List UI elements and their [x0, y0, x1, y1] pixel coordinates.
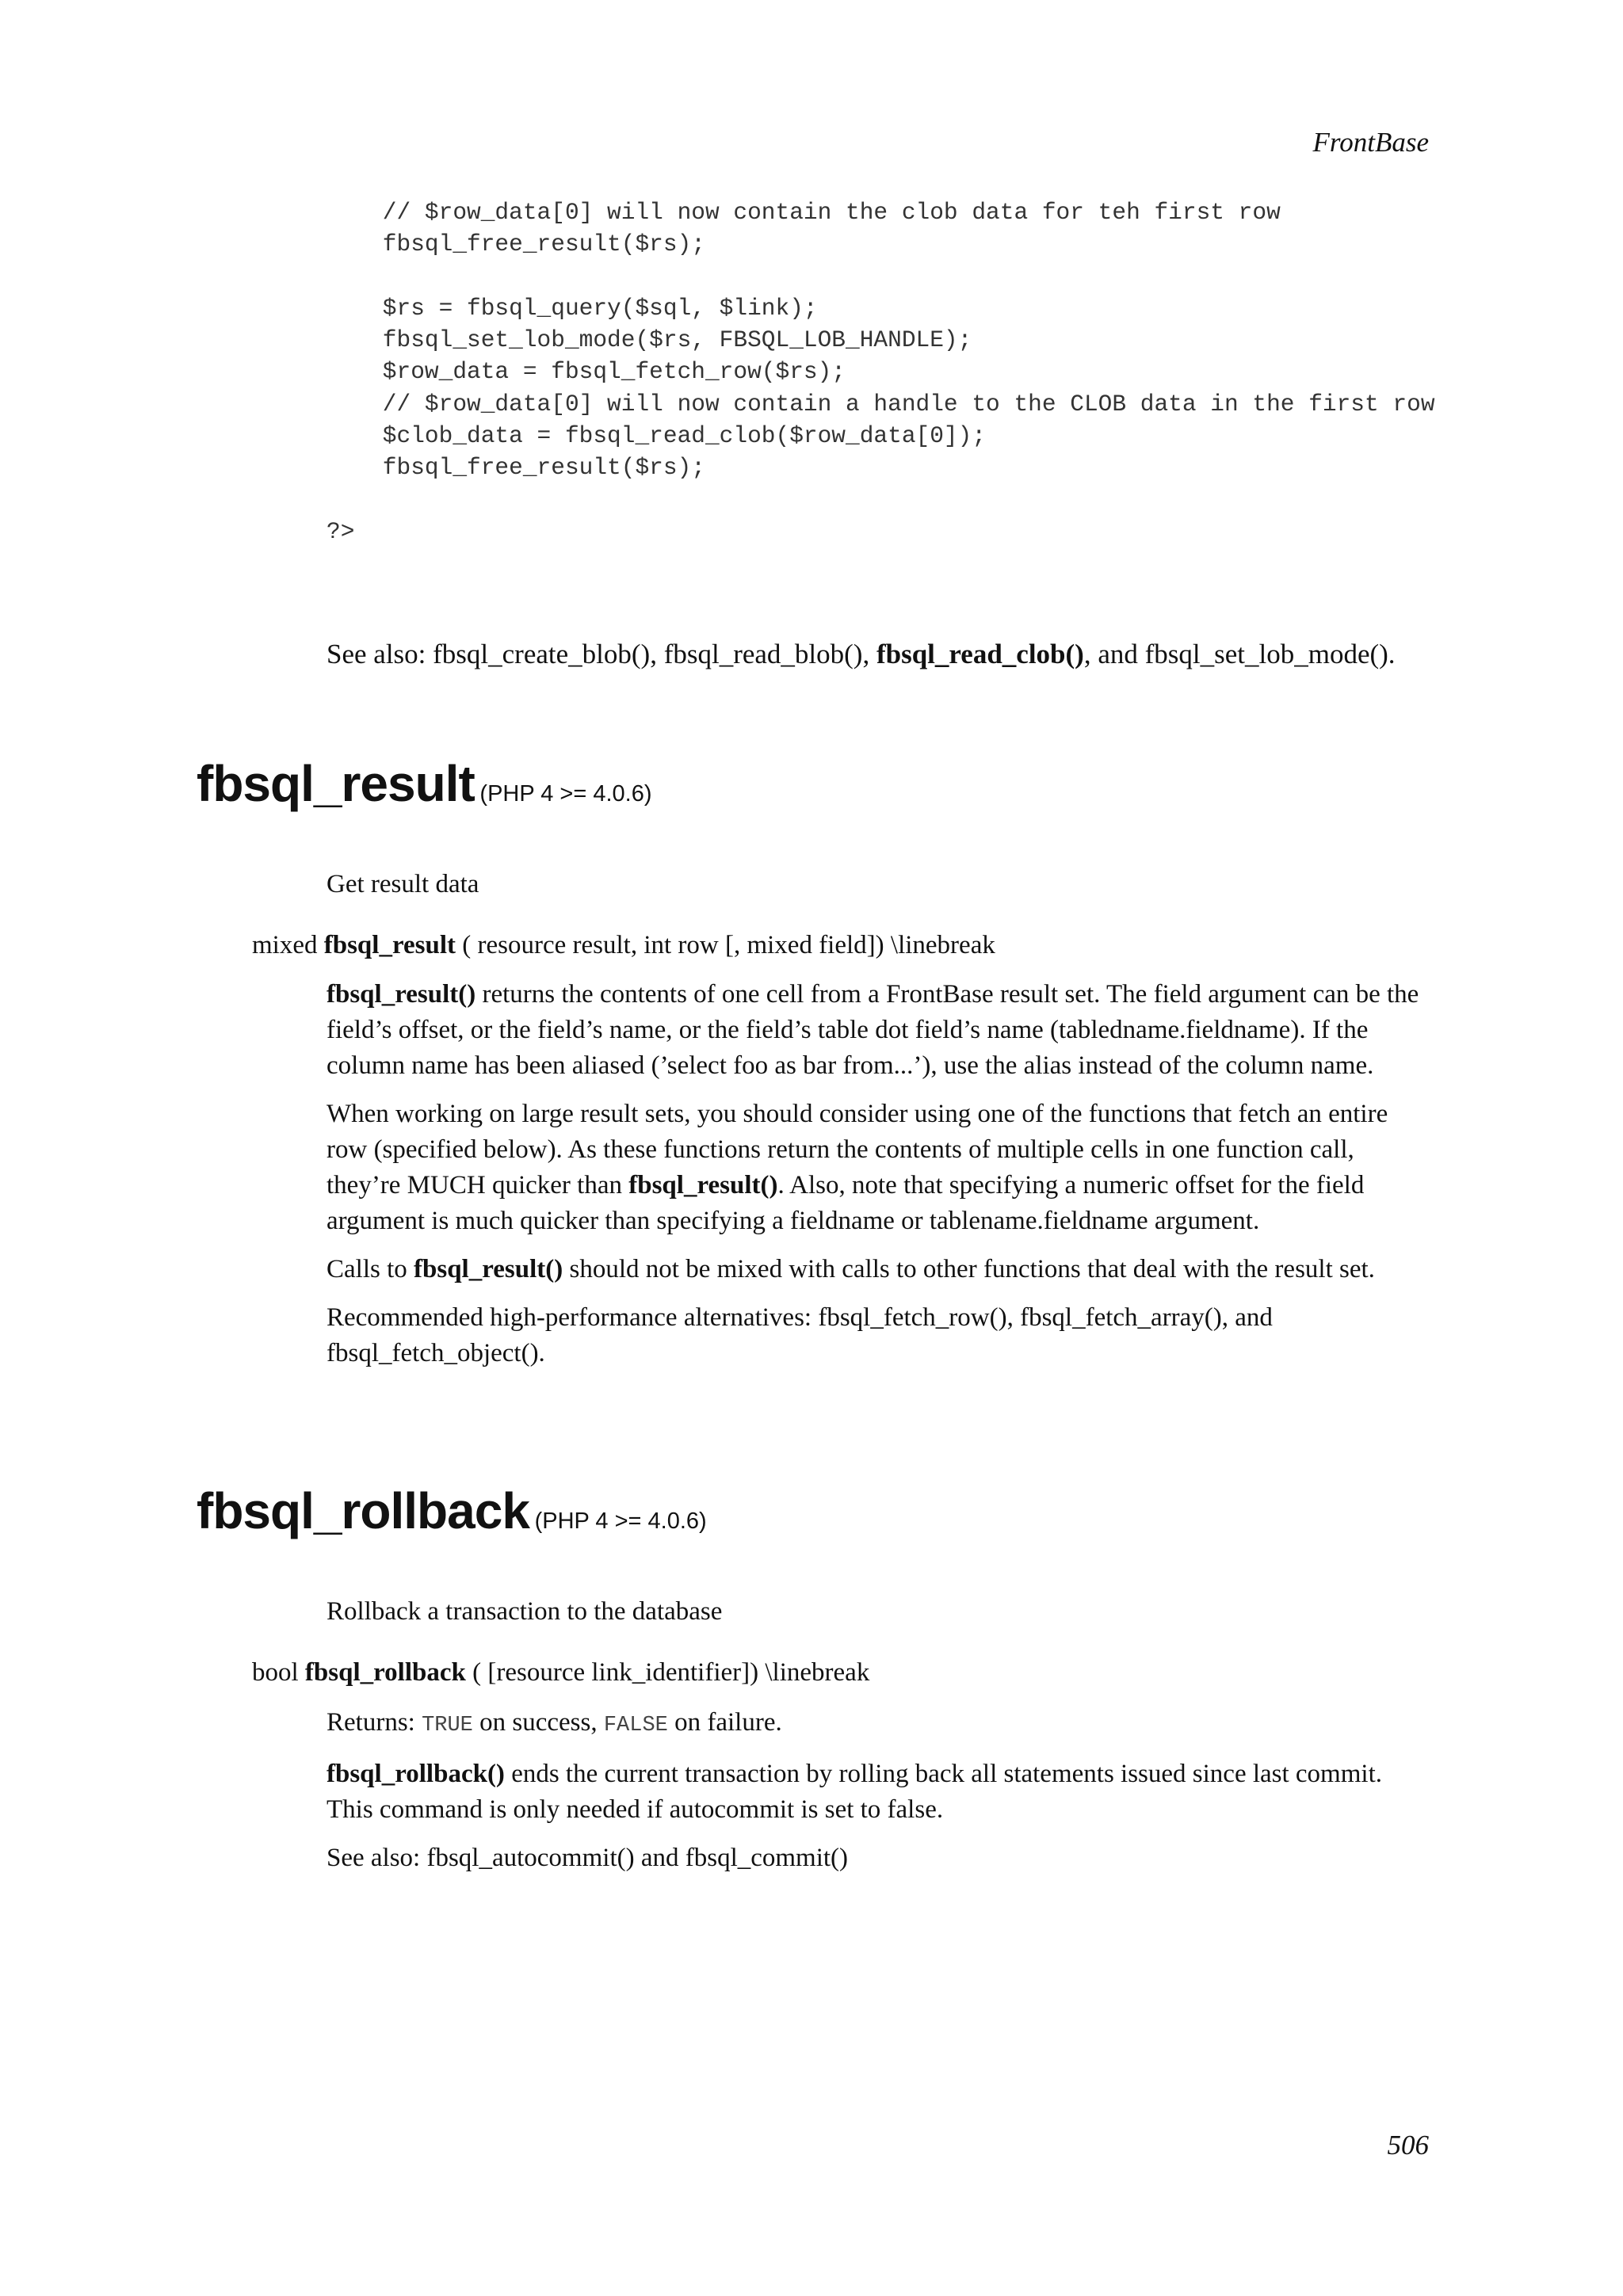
paragraph-text: should not be mixed with calls to other functions that deal with the result set. — [563, 1255, 1375, 1283]
see-also-suffix: , and fbsql_set_lob_mode(). — [1083, 639, 1396, 669]
see-also-blob — [327, 639, 1396, 670]
fbsql-result-signature — [252, 931, 995, 960]
return-type: bool — [252, 1658, 305, 1687]
see-also-rollback: See also: fbsql_autocommit() and fbsql_commit() — [327, 1844, 849, 1872]
php-version: (PHP 4 >= 4.0.6) — [479, 781, 652, 807]
inline-function-name: fbsql_result() — [327, 980, 476, 1009]
description-paragraph — [327, 1756, 1428, 1828]
signature-params: ( resource result, int row [, mixed field]) \linebreak — [456, 931, 995, 959]
function-name: fbsql_result — [197, 755, 475, 812]
fbsql-rollback-description — [327, 1705, 1428, 1889]
return-type: mixed — [252, 931, 324, 959]
paragraph-text: When working on large result sets, you should consider using one of the functions that fetch an entire row (specified below). As these functions return the contents of multiple cells in one function call, they’re MUCH quicker than — [327, 1100, 1388, 1199]
function-name: fbsql_rollback — [197, 1482, 529, 1539]
description-paragraph — [327, 977, 1428, 1084]
see-also-prefix: See also: fbsql_create_blob(), fbsql_read_blob(), — [327, 639, 876, 669]
description-paragraph: Recommended high-performance alternatives: fbsql_fetch_row(), fbsql_fetch_array(), and fbsql_fetch_object(). — [327, 1303, 1273, 1367]
code-line: $rs = fbsql_query($sql, $link); — [327, 294, 818, 322]
see-also-bold-function: fbsql_read_clob() — [876, 639, 1084, 669]
paragraph-text: returns the contents of one cell from a FrontBase result set. The field argument can be the field’s offset, or the field’s name, or the field’s table dot field’s name (tabledname.fieldname). If the column name has been aliased (’select foo as bar from...’), use the alias instead of the column name. — [327, 980, 1419, 1080]
fbsql-result-description — [327, 977, 1428, 1384]
page-number: 506 — [1387, 2130, 1429, 2161]
fbsql-rollback-signature — [252, 1658, 869, 1688]
inline-function-name: fbsql_result() — [414, 1255, 563, 1283]
constant-true: TRUE — [422, 1714, 473, 1737]
inline-function-name: fbsql_result() — [628, 1171, 778, 1199]
fbsql-rollback-heading — [197, 1482, 707, 1540]
fbsql-result-heading — [197, 754, 652, 813]
code-line: // $row_data[0] will now contain a handle to the CLOB data in the first row — [327, 390, 1435, 418]
signature-function-name: fbsql_rollback — [304, 1658, 466, 1687]
code-line: $clob_data = fbsql_read_clob($row_data[0]); — [327, 422, 987, 450]
description-paragraph — [327, 1252, 1428, 1287]
paragraph-text: Calls to — [327, 1255, 414, 1283]
paragraph-text: on failure. — [667, 1708, 782, 1737]
paragraph-text: Returns: — [327, 1708, 422, 1737]
php-version: (PHP 4 >= 4.0.6) — [534, 1508, 707, 1534]
description-paragraph — [327, 1097, 1428, 1239]
paragraph-text: ends the current transaction by rolling back all statements issued since last commit. This command is only needed if autocommit is set to false. — [327, 1760, 1382, 1824]
running-header: FrontBase — [1312, 127, 1429, 158]
code-line: // $row_data[0] will now contain the clob data for teh first row — [327, 199, 1281, 226]
code-listing — [327, 196, 1435, 547]
signature-params: ( [resource link_identifier]) \linebreak — [465, 1658, 870, 1687]
constant-false: FALSE — [603, 1714, 668, 1737]
paragraph-text: on success, — [472, 1708, 604, 1737]
code-line: fbsql_free_result($rs); — [327, 231, 705, 258]
paragraph-text: . Also, note that specifying a numeric offset for the field argument is much quicker than specifying a fieldname or tablename.fieldname argument. — [327, 1171, 1365, 1235]
code-line: ?> — [327, 517, 355, 545]
returns-line — [327, 1705, 1428, 1744]
signature-function-name: fbsql_result — [323, 931, 456, 959]
code-line: fbsql_free_result($rs); — [327, 454, 705, 482]
inline-function-name: fbsql_rollback() — [327, 1760, 505, 1788]
code-line: fbsql_set_lob_mode($rs, FBSQL_LOB_HANDLE); — [327, 326, 972, 354]
fbsql-rollback-summary: Rollback a transaction to the database — [327, 1597, 723, 1626]
fbsql-result-summary: Get result data — [327, 870, 479, 898]
code-line: $row_data = fbsql_fetch_row($rs); — [327, 358, 846, 386]
